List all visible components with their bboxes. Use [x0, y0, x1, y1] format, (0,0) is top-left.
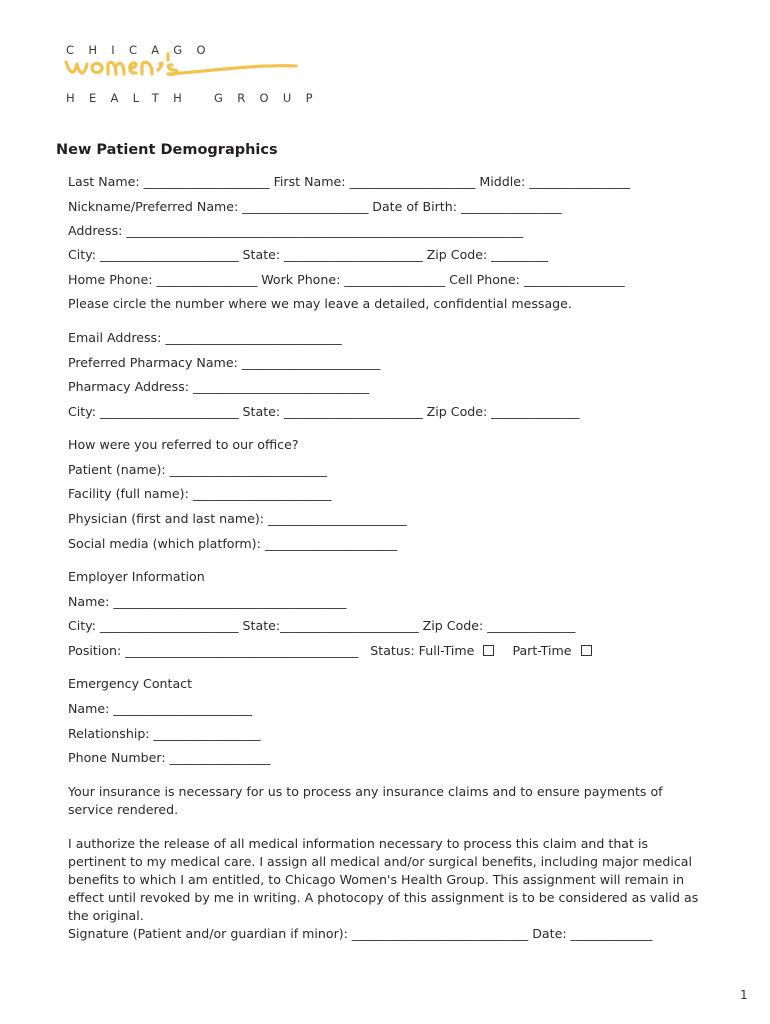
insurance-paragraph: Your insurance is necessary for us to process any insurance claims and to ensure payments of service rendered.	[68, 784, 663, 817]
city-state-zip-line[interactable]: City: ______________________ State: ______________________ Zip Code: _________	[68, 247, 548, 262]
employer-heading: Employer Information	[68, 569, 205, 584]
page-number: 1	[740, 988, 748, 1002]
phones-line[interactable]: Home Phone: ________________ Work Phone: ________________ Cell Phone: ________________	[68, 272, 625, 287]
logo	[64, 40, 327, 106]
employer-position-line	[68, 643, 592, 658]
name-line[interactable]: Last Name: ____________________ First Name: ____________________ Middle: ________________	[68, 174, 631, 189]
logo-script-mark	[64, 52, 300, 86]
part-time-label: Part-Time	[512, 643, 572, 658]
referral-heading: How were you referred to our office?	[68, 437, 299, 452]
logo-top-text: CHICAGO	[66, 43, 220, 57]
page-title: New Patient Demographics	[56, 142, 278, 158]
part-time-checkbox[interactable]	[581, 645, 592, 656]
signature-line[interactable]: Signature (Patient and/or guardian if minor): ____________________________ Date: _____________	[68, 926, 653, 941]
pharmacy-city-line[interactable]: City: ______________________ State: ______________________ Zip Code: ______________	[68, 404, 580, 419]
emergency-name-line[interactable]: Name: ______________________	[68, 701, 252, 716]
referral-social-line[interactable]: Social media (which platform): _____________________	[68, 536, 398, 551]
employer-name-line[interactable]: Name: _____________________________________	[68, 594, 347, 609]
position-field[interactable]: Position: _____________________________________	[68, 643, 359, 658]
referral-facility-line[interactable]: Facility (full name): ______________________	[68, 486, 332, 501]
email-line[interactable]: Email Address: ____________________________	[68, 330, 342, 345]
logo-bottom-text: HEALTH GROUP	[66, 91, 327, 105]
full-time-checkbox[interactable]	[483, 645, 494, 656]
pharmacy-address-line[interactable]: Pharmacy Address: ____________________________	[68, 379, 370, 394]
message-instruction: Please circle the number where we may leave a detailed, confidential message.	[68, 296, 572, 311]
referral-physician-line[interactable]: Physician (first and last name): ______________________	[68, 511, 407, 526]
emergency-heading: Emergency Contact	[68, 676, 193, 691]
pharmacy-name-line[interactable]: Preferred Pharmacy Name: ______________________	[68, 355, 381, 370]
employer-city-line[interactable]: City: ______________________ State:______________________ Zip Code: ______________	[68, 618, 576, 633]
emergency-phone-line[interactable]: Phone Number: ________________	[68, 750, 271, 765]
address-line[interactable]: Address: _______________________________________________________________	[68, 223, 524, 238]
authorization-paragraph: I authorize the release of all medical information necessary to process this claim and that is pertinent to my medical care. I assign all medical and/or surgical benefits, including major medical benefits to which I am entitled, to Chicago Women's Health Group. This assignment will remain in effect until revoked by me in writing. A photocopy of this assignment is to be considered as valid as the original.	[68, 836, 699, 923]
emergency-relationship-line[interactable]: Relationship: _________________	[68, 726, 261, 741]
referral-patient-line[interactable]: Patient (name): _________________________	[68, 462, 328, 477]
status-label: Status: Full-Time	[370, 643, 475, 658]
nickname-dob-line[interactable]: Nickname/Preferred Name: ____________________ Date of Birth: ________________	[68, 199, 562, 214]
